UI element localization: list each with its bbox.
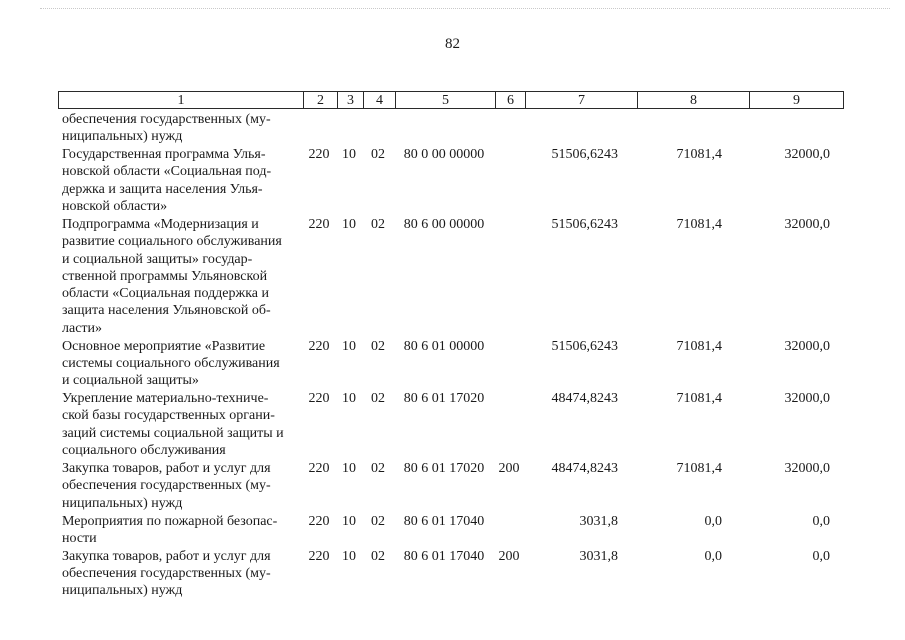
cell-col-7: 3031,8 — [579, 548, 618, 564]
table-row — [58, 390, 844, 460]
row-name-line: держка и защита населения Улья- — [62, 181, 263, 197]
row-name-line: Закупка товаров, работ и услуг для — [62, 548, 271, 564]
row-name-line: ственной программы Ульяновской — [62, 268, 268, 284]
table-row — [58, 216, 844, 338]
row-name-line: новской области» — [62, 199, 168, 215]
row-name-line: ской базы государственных органи- — [62, 408, 275, 424]
cell-col-3: 10 — [342, 147, 356, 163]
budget-table — [58, 91, 844, 599]
cell-col-3: 10 — [342, 513, 356, 529]
cell-col-4: 02 — [371, 217, 385, 232]
table-row — [58, 513, 844, 548]
cell-col-4: 02 — [371, 548, 385, 564]
row-name-line: системы социального обслуживания — [62, 355, 280, 371]
cell-col-4: 02 — [371, 513, 385, 529]
cell-col-7: 51506,6243 — [551, 338, 618, 354]
row-name — [62, 460, 302, 512]
row-name — [62, 548, 302, 600]
cell-col-9: 0,0 — [812, 548, 830, 564]
table-header-row — [58, 91, 844, 109]
cell-col-3: 10 — [342, 391, 356, 407]
cell-col-9: 32000,0 — [784, 391, 830, 407]
cell-col-4: 02 — [371, 147, 385, 163]
cell-col-9: 32000,0 — [784, 147, 830, 163]
column-header-6: 6 — [495, 92, 525, 108]
table-row — [58, 548, 844, 601]
row-name-line: обеспечения государственных (му- — [62, 565, 271, 581]
row-name — [62, 111, 302, 146]
cell-col-2: 220 — [308, 548, 330, 564]
row-name-line: обеспечения государственных (му- — [62, 478, 271, 494]
table-row — [58, 338, 844, 391]
cell-col-2: 220 — [308, 461, 330, 476]
row-name-line: ласти» — [62, 320, 103, 336]
row-name-line: защита населения Ульяновской об- — [62, 303, 271, 319]
row-name-line: и социальной защиты» государ- — [62, 251, 253, 267]
column-header-7: 7 — [525, 92, 637, 108]
cell-col-4: 02 — [371, 461, 385, 476]
table-row — [58, 111, 844, 146]
row-name-line: Закупка товаров, работ и услуг для — [62, 461, 271, 476]
row-name — [62, 146, 302, 215]
table-row — [58, 460, 844, 513]
cell-col-8: 71081,4 — [676, 217, 722, 232]
cell-col-8: 0,0 — [704, 548, 722, 564]
cell-col-3: 10 — [342, 338, 356, 354]
row-name-line: заций системы социальной защиты и — [62, 425, 284, 441]
row-name-line: Основное мероприятие «Развитие — [62, 338, 266, 354]
page-number: 82 — [445, 36, 460, 52]
row-name-line: Подпрограмма «Модернизация и — [62, 217, 259, 232]
table-row — [58, 146, 844, 216]
cell-col-2: 220 — [308, 391, 330, 407]
row-name-line: Мероприятия по пожарной безопас- — [62, 513, 278, 529]
cell-col-5: 80 6 01 00000 — [403, 338, 485, 354]
cell-col-9: 32000,0 — [784, 217, 830, 232]
row-name-line: новской области «Социальная под- — [62, 164, 272, 180]
row-name-line: ности — [62, 530, 97, 546]
cell-col-5: 80 0 00 00000 — [403, 147, 485, 163]
row-name-line: ниципальных) нужд — [62, 129, 183, 145]
row-name-line: ниципальных) нужд — [62, 583, 183, 599]
cell-col-4: 02 — [371, 338, 385, 354]
row-name-line: и социальной защиты» — [62, 373, 199, 389]
cell-col-8: 71081,4 — [676, 338, 722, 354]
row-name-line: ниципальных) нужд — [62, 495, 183, 511]
row-name — [62, 513, 302, 548]
column-header-5: 5 — [395, 92, 495, 108]
cell-col-4: 02 — [371, 391, 385, 407]
cell-col-5: 80 6 01 17040 — [403, 513, 485, 529]
scan-artifact-line — [40, 8, 890, 9]
cell-col-7: 51506,6243 — [551, 217, 618, 232]
cell-col-9: 32000,0 — [784, 338, 830, 354]
cell-col-6: 200 — [498, 548, 520, 564]
cell-col-7: 51506,6243 — [551, 147, 618, 163]
column-header-8: 8 — [637, 92, 749, 108]
row-name — [62, 216, 302, 337]
cell-col-6: 200 — [498, 461, 520, 476]
row-name-line: обеспечения государственных (му- — [62, 112, 271, 127]
column-header-3: 3 — [337, 92, 363, 108]
row-name-line: Укрепление материально-техниче- — [62, 391, 269, 407]
cell-col-5: 80 6 01 17020 — [403, 461, 485, 476]
cell-col-3: 10 — [342, 461, 356, 476]
row-name-line: социального обслуживания — [62, 443, 226, 459]
row-name-line: области «Социальная поддержка и — [62, 286, 269, 302]
cell-col-8: 71081,4 — [676, 461, 722, 476]
row-name-line: Государственная программа Улья- — [62, 147, 266, 163]
cell-col-2: 220 — [308, 338, 330, 354]
cell-col-2: 220 — [308, 513, 330, 529]
column-header-4: 4 — [363, 92, 395, 108]
row-name — [62, 338, 302, 390]
cell-col-7: 3031,8 — [579, 513, 618, 529]
cell-col-8: 0,0 — [704, 513, 722, 529]
cell-col-3: 10 — [342, 548, 356, 564]
row-name-line: развитие социального обслуживания — [62, 234, 282, 250]
cell-col-8: 71081,4 — [676, 391, 722, 407]
cell-col-7: 48474,8243 — [551, 461, 618, 476]
row-name — [62, 390, 302, 459]
cell-col-7: 48474,8243 — [551, 391, 618, 407]
column-header-2: 2 — [303, 92, 337, 108]
cell-col-5: 80 6 00 00000 — [403, 217, 485, 232]
cell-col-2: 220 — [308, 147, 330, 163]
cell-col-9: 0,0 — [812, 513, 830, 529]
cell-col-2: 220 — [308, 217, 330, 232]
cell-col-3: 10 — [342, 217, 356, 232]
cell-col-9: 32000,0 — [784, 461, 830, 476]
column-header-9: 9 — [749, 92, 843, 108]
cell-col-5: 80 6 01 17020 — [403, 391, 485, 407]
cell-col-5: 80 6 01 17040 — [403, 548, 485, 564]
cell-col-8: 71081,4 — [676, 147, 722, 163]
column-header-1: 1 — [177, 93, 185, 108]
